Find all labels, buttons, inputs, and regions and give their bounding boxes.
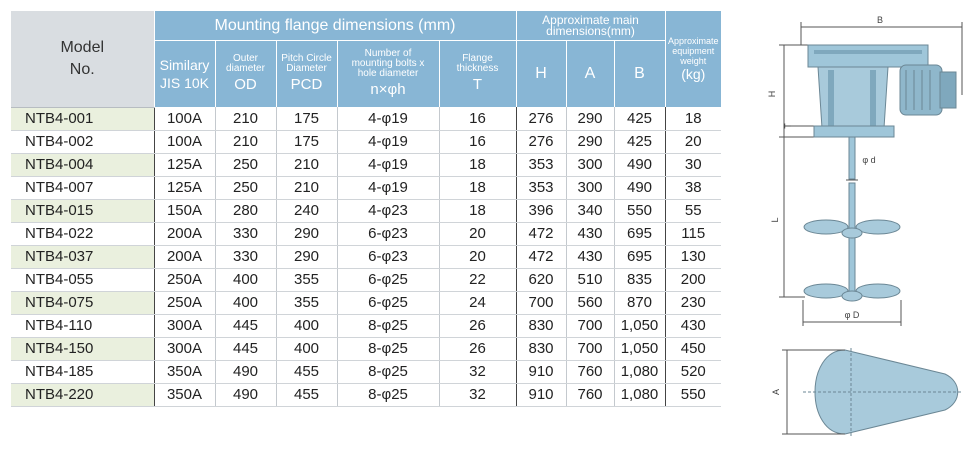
bolts-cell: 8-φ25 bbox=[337, 360, 439, 383]
h-cell: 700 bbox=[516, 291, 566, 314]
pcd-cell: 455 bbox=[276, 360, 337, 383]
a-cell: 290 bbox=[566, 107, 614, 130]
table-row bbox=[11, 199, 721, 222]
header-flange-code: T bbox=[472, 76, 483, 93]
agitator-shaft bbox=[846, 137, 858, 293]
model-cell: NTB4-015 bbox=[11, 199, 154, 222]
b-cell: 1,080 bbox=[614, 383, 665, 406]
b-cell: 490 bbox=[614, 176, 665, 199]
h-cell: 830 bbox=[516, 314, 566, 337]
a-cell: 700 bbox=[566, 337, 614, 360]
model-cell: NTB4-007 bbox=[11, 176, 154, 199]
weight-cell: 430 bbox=[665, 314, 721, 337]
pcd-cell: 400 bbox=[276, 337, 337, 360]
label-phi-d: φ d bbox=[862, 155, 876, 165]
pcd-cell: 210 bbox=[276, 153, 337, 176]
od-cell: 400 bbox=[215, 268, 276, 291]
a-cell: 760 bbox=[566, 360, 614, 383]
h-cell: 830 bbox=[516, 337, 566, 360]
h-cell: 472 bbox=[516, 245, 566, 268]
model-cell: NTB4-001 bbox=[11, 107, 154, 130]
dimension-l bbox=[779, 137, 805, 297]
header-approx-line1: Approximate main bbox=[542, 12, 639, 27]
weight-cell: 20 bbox=[665, 130, 721, 153]
similar-cell: 200A bbox=[154, 222, 215, 245]
pcd-cell: 290 bbox=[276, 222, 337, 245]
flange-cell: 16 bbox=[439, 107, 516, 130]
bolts-cell: 8-φ25 bbox=[337, 314, 439, 337]
agitator-dimension-diagram bbox=[767, 10, 966, 442]
table-row bbox=[11, 314, 721, 337]
similar-cell: 350A bbox=[154, 383, 215, 406]
similar-cell: 350A bbox=[154, 360, 215, 383]
weight-cell: 550 bbox=[665, 383, 721, 406]
h-cell: 276 bbox=[516, 130, 566, 153]
bolts-cell: 6-φ25 bbox=[337, 291, 439, 314]
bolts-cell: 6-φ25 bbox=[337, 268, 439, 291]
similar-cell: 300A bbox=[154, 314, 215, 337]
table-row bbox=[11, 337, 721, 360]
b-cell: 695 bbox=[614, 222, 665, 245]
table-row bbox=[11, 268, 721, 291]
od-cell: 490 bbox=[215, 360, 276, 383]
header-outer-line1: Outer bbox=[232, 53, 258, 64]
pcd-cell: 290 bbox=[276, 245, 337, 268]
header-flange-line2: thickness bbox=[456, 63, 499, 74]
header-approx-group bbox=[516, 11, 665, 41]
bolts-cell: 4-φ19 bbox=[337, 130, 439, 153]
bolts-cell: 6-φ23 bbox=[337, 222, 439, 245]
pcd-cell: 400 bbox=[276, 314, 337, 337]
flange-cell: 18 bbox=[439, 199, 516, 222]
od-cell: 445 bbox=[215, 337, 276, 360]
b-cell: 550 bbox=[614, 199, 665, 222]
b-cell: 490 bbox=[614, 153, 665, 176]
weight-cell: 30 bbox=[665, 153, 721, 176]
flange-cell: 20 bbox=[439, 245, 516, 268]
table-row bbox=[11, 176, 721, 199]
b-cell: 425 bbox=[614, 107, 665, 130]
a-cell: 290 bbox=[566, 130, 614, 153]
weight-cell: 450 bbox=[665, 337, 721, 360]
similar-cell: 100A bbox=[154, 107, 215, 130]
header-model-no bbox=[11, 11, 154, 107]
model-cell: NTB4-002 bbox=[11, 130, 154, 153]
label-h: H bbox=[767, 90, 777, 98]
b-cell: 425 bbox=[614, 130, 665, 153]
header-similar bbox=[154, 41, 215, 108]
od-cell: 210 bbox=[215, 107, 276, 130]
od-cell: 210 bbox=[215, 130, 276, 153]
header-model-line2: No. bbox=[69, 60, 95, 78]
model-cell: NTB4-075 bbox=[11, 291, 154, 314]
od-cell: 400 bbox=[215, 291, 276, 314]
flange-cell: 24 bbox=[439, 291, 516, 314]
weight-cell: 55 bbox=[665, 199, 721, 222]
table-row bbox=[11, 360, 721, 383]
a-cell: 430 bbox=[566, 245, 614, 268]
header-similar-top: Similary bbox=[159, 57, 210, 73]
pcd-cell: 175 bbox=[276, 107, 337, 130]
header-similar-bottom: JIS 10K bbox=[159, 75, 210, 91]
weight-cell: 200 bbox=[665, 268, 721, 291]
od-cell: 250 bbox=[215, 176, 276, 199]
b-cell: 1,050 bbox=[614, 314, 665, 337]
od-cell: 250 bbox=[215, 153, 276, 176]
b-cell: 835 bbox=[614, 268, 665, 291]
header-pcd bbox=[276, 41, 337, 108]
header-weight-unit: (kg) bbox=[681, 66, 706, 82]
h-cell: 910 bbox=[516, 360, 566, 383]
weight-cell: 115 bbox=[665, 222, 721, 245]
h-cell: 353 bbox=[516, 176, 566, 199]
weight-cell: 230 bbox=[665, 291, 721, 314]
a-cell: 560 bbox=[566, 291, 614, 314]
similar-cell: 250A bbox=[154, 268, 215, 291]
header-approx-line2: dimensions(mm) bbox=[546, 23, 635, 38]
bolts-cell: 4-φ19 bbox=[337, 176, 439, 199]
model-cell: NTB4-037 bbox=[11, 245, 154, 268]
header-outer-line2: diameter bbox=[226, 63, 265, 74]
header-weight-line3: weight bbox=[680, 56, 707, 66]
model-cell: NTB4-220 bbox=[11, 383, 154, 406]
label-l: L bbox=[770, 217, 780, 223]
similar-cell: 125A bbox=[154, 153, 215, 176]
flange-cell: 26 bbox=[439, 337, 516, 360]
bolts-cell: 6-φ23 bbox=[337, 245, 439, 268]
pcd-cell: 240 bbox=[276, 199, 337, 222]
table-row bbox=[11, 291, 721, 314]
header-bolts bbox=[337, 41, 439, 108]
bolts-cell: 4-φ19 bbox=[337, 107, 439, 130]
model-cell: NTB4-150 bbox=[11, 337, 154, 360]
table-row bbox=[11, 245, 721, 268]
header-h: H bbox=[516, 41, 566, 108]
flange-cell: 16 bbox=[439, 130, 516, 153]
flange-cell: 18 bbox=[439, 176, 516, 199]
bolts-cell: 8-φ25 bbox=[337, 383, 439, 406]
pcd-cell: 355 bbox=[276, 268, 337, 291]
model-cell: NTB4-004 bbox=[11, 153, 154, 176]
bolts-cell: 4-φ19 bbox=[337, 153, 439, 176]
model-cell: NTB4-055 bbox=[11, 268, 154, 291]
similar-cell: 100A bbox=[154, 130, 215, 153]
pcd-cell: 355 bbox=[276, 291, 337, 314]
h-cell: 353 bbox=[516, 153, 566, 176]
bolts-cell: 8-φ25 bbox=[337, 337, 439, 360]
header-a: A bbox=[566, 41, 614, 108]
table-row bbox=[11, 222, 721, 245]
header-outer-code: OD bbox=[234, 76, 257, 93]
od-cell: 330 bbox=[215, 245, 276, 268]
flange-cell: 22 bbox=[439, 268, 516, 291]
flange-cell: 20 bbox=[439, 222, 516, 245]
similar-cell: 200A bbox=[154, 245, 215, 268]
header-outer-diameter bbox=[215, 41, 276, 108]
flange-cell: 26 bbox=[439, 314, 516, 337]
model-cell: NTB4-110 bbox=[11, 314, 154, 337]
od-cell: 330 bbox=[215, 222, 276, 245]
header-weight bbox=[665, 11, 721, 107]
h-cell: 910 bbox=[516, 383, 566, 406]
a-cell: 300 bbox=[566, 176, 614, 199]
label-phi-big-d: φ D bbox=[844, 310, 860, 320]
b-cell: 1,080 bbox=[614, 360, 665, 383]
header-weight-line2: equipment bbox=[672, 46, 715, 56]
od-cell: 445 bbox=[215, 314, 276, 337]
label-b: B bbox=[876, 15, 884, 25]
specification-table bbox=[11, 11, 721, 407]
flange-cell: 18 bbox=[439, 153, 516, 176]
weight-cell: 130 bbox=[665, 245, 721, 268]
header-weight-line1: Approximate bbox=[667, 36, 719, 46]
header-flange-line1: Flange bbox=[462, 53, 493, 64]
header-pcd-line1: Pitch Circle bbox=[281, 53, 332, 64]
a-cell: 300 bbox=[566, 153, 614, 176]
table-row bbox=[11, 130, 721, 153]
pcd-cell: 455 bbox=[276, 383, 337, 406]
h-cell: 396 bbox=[516, 199, 566, 222]
header-model-line1: Model bbox=[60, 38, 105, 56]
flange-cell: 32 bbox=[439, 360, 516, 383]
header-b: B bbox=[614, 41, 665, 108]
similar-cell: 250A bbox=[154, 291, 215, 314]
header-mounting-group: Mounting flange dimensions (mm) bbox=[154, 11, 516, 41]
table-row bbox=[11, 383, 721, 406]
similar-cell: 300A bbox=[154, 337, 215, 360]
header-bolts-line3: hole diameter bbox=[357, 68, 419, 79]
header-bolts-line1: Number of bbox=[364, 48, 412, 59]
b-cell: 695 bbox=[614, 245, 665, 268]
pcd-cell: 175 bbox=[276, 130, 337, 153]
a-cell: 430 bbox=[566, 222, 614, 245]
model-cell: NTB4-022 bbox=[11, 222, 154, 245]
weight-cell: 18 bbox=[665, 107, 721, 130]
footprint-outline bbox=[803, 348, 962, 436]
bolts-cell: 4-φ23 bbox=[337, 199, 439, 222]
a-cell: 340 bbox=[566, 199, 614, 222]
table-row bbox=[11, 107, 721, 130]
h-cell: 276 bbox=[516, 107, 566, 130]
pcd-cell: 210 bbox=[276, 176, 337, 199]
od-cell: 490 bbox=[215, 383, 276, 406]
weight-cell: 38 bbox=[665, 176, 721, 199]
table-row bbox=[11, 153, 721, 176]
model-cell: NTB4-185 bbox=[11, 360, 154, 383]
od-cell: 280 bbox=[215, 199, 276, 222]
a-cell: 700 bbox=[566, 314, 614, 337]
similar-cell: 150A bbox=[154, 199, 215, 222]
header-bolts-code: n×φh bbox=[370, 81, 406, 98]
h-cell: 620 bbox=[516, 268, 566, 291]
header-pcd-code: PCD bbox=[290, 76, 323, 93]
a-cell: 760 bbox=[566, 383, 614, 406]
header-flange bbox=[439, 41, 516, 108]
h-cell: 472 bbox=[516, 222, 566, 245]
drive-unit bbox=[808, 45, 956, 137]
header-bolts-line2: mounting bolts x bbox=[351, 58, 425, 69]
label-t: T bbox=[783, 123, 793, 129]
flange-cell: 32 bbox=[439, 383, 516, 406]
b-cell: 870 bbox=[614, 291, 665, 314]
weight-cell: 520 bbox=[665, 360, 721, 383]
a-cell: 510 bbox=[566, 268, 614, 291]
label-a: A bbox=[771, 388, 781, 396]
similar-cell: 125A bbox=[154, 176, 215, 199]
header-pcd-line2: Diameter bbox=[286, 63, 327, 74]
b-cell: 1,050 bbox=[614, 337, 665, 360]
table-body bbox=[11, 107, 721, 406]
